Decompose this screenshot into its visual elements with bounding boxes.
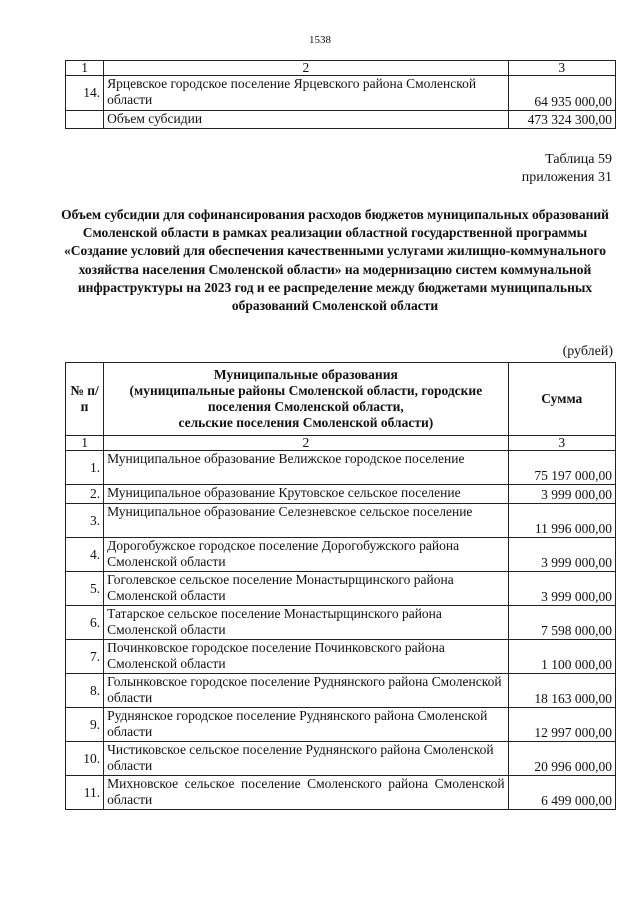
municipality-name: Татарское сельское поселение Монастырщинского района Смоленской области (104, 606, 508, 640)
row-number: 7. (66, 640, 104, 674)
row-number: 14. (66, 76, 104, 111)
row-sum: 11 996 000,00 (508, 504, 615, 538)
total-sum: 473 324 300,00 (508, 111, 615, 129)
row-sum: 1 100 000,00 (508, 640, 615, 674)
index-cell: 2 (104, 61, 508, 76)
units-label: (рублей) (562, 344, 613, 359)
municipality-name: Руднянское городское поселение Руднянского района Смоленской области (104, 708, 508, 742)
municipality-name: Чистиковское сельское поселение Руднянского района Смоленской области (104, 742, 508, 776)
row-number: 10. (66, 742, 104, 776)
municipality-name: Дорогобужское городское поселение Дорогобужского района Смоленской области (104, 538, 508, 572)
municipality-name: Михновское сельское поселение Смоленского района Смоленской области (104, 776, 508, 810)
table-caption-appendix: приложения 31 (521, 170, 612, 185)
row-sum: 64 935 000,00 (508, 76, 615, 111)
table-row (66, 76, 616, 111)
index-cell: 3 (508, 436, 615, 451)
row-sum: 6 499 000,00 (508, 776, 615, 810)
column-header-sum: Сумма (508, 363, 615, 436)
row-number: 1. (66, 451, 104, 485)
column-header-municipality (104, 363, 508, 436)
row-number: 2. (66, 485, 104, 504)
index-cell: 1 (66, 61, 104, 76)
column-header-line: (муниципальные районы Смоленской области, городские поселения Смоленской области, (129, 383, 483, 414)
total-number-cell (66, 111, 104, 129)
document-title: Объем субсидии для софинансирования расходов бюджетов муниципальных образований Смоленской области в рамках реализации областной государственной программы «Создание условий для обеспечения качественными услугами жилищно-коммунального хозяйства населения Смоленской области» на модернизацию систем коммунальной инфраструктуры на 2023 год и ее распределение между бюджетами муниципальных образований Смоленской области (61, 207, 609, 314)
table-row (66, 504, 616, 538)
row-number: 11. (66, 776, 104, 810)
table-row (66, 572, 616, 606)
municipality-name: Муниципальное образование Велижское городское поселение (104, 451, 508, 485)
total-row (66, 111, 616, 129)
total-label: Объем субсидии (104, 111, 508, 129)
table-row (66, 451, 616, 485)
index-cell: 2 (104, 436, 508, 451)
municipality-name: Ярцевское городское поселение Ярцевского района Смоленской области (104, 76, 508, 111)
table-index-row (66, 61, 616, 76)
index-cell: 1 (66, 436, 104, 451)
row-sum: 3 999 000,00 (508, 572, 615, 606)
row-sum: 3 999 000,00 (508, 538, 615, 572)
municipality-name: Муниципальное образование Крутовское сельское поселение (104, 485, 508, 504)
index-cell: 3 (508, 61, 615, 76)
municipality-name: Муниципальное образование Селезневское сельское поселение (104, 504, 508, 538)
table-row (66, 708, 616, 742)
row-number: 8. (66, 674, 104, 708)
row-number: 5. (66, 572, 104, 606)
municipality-name: Гоголевское сельское поселение Монастырщинского района Смоленской области (104, 572, 508, 606)
row-sum: 3 999 000,00 (508, 485, 615, 504)
table-header-row (66, 363, 616, 436)
row-sum: 20 996 000,00 (508, 742, 615, 776)
row-number: 6. (66, 606, 104, 640)
row-sum: 7 598 000,00 (508, 606, 615, 640)
row-number: 3. (66, 504, 104, 538)
table-row (66, 742, 616, 776)
column-header-line: Муниципальные образования (213, 367, 398, 382)
row-number: 4. (66, 538, 104, 572)
row-number: 9. (66, 708, 104, 742)
subsidy-distribution-table (65, 362, 616, 810)
municipality-name: Голынковское городское поселение Руднянского района Смоленской области (104, 674, 508, 708)
municipality-name: Починковское городское поселение Починковского района Смоленской области (104, 640, 508, 674)
table-row (66, 485, 616, 504)
previous-table-continuation (65, 60, 616, 129)
table-row (66, 538, 616, 572)
table-row (66, 640, 616, 674)
row-sum: 12 997 000,00 (508, 708, 615, 742)
page-number: 1538 (309, 34, 331, 46)
column-header-line: сельские поселения Смоленской области) (178, 415, 434, 430)
table-row (66, 776, 616, 810)
table-caption-number: Таблица 59 (545, 152, 612, 167)
column-header-number: № п/п (66, 363, 104, 436)
table-row (66, 674, 616, 708)
table-row (66, 606, 616, 640)
row-sum: 18 163 000,00 (508, 674, 615, 708)
table-index-row (66, 436, 616, 451)
row-sum: 75 197 000,00 (508, 451, 615, 485)
